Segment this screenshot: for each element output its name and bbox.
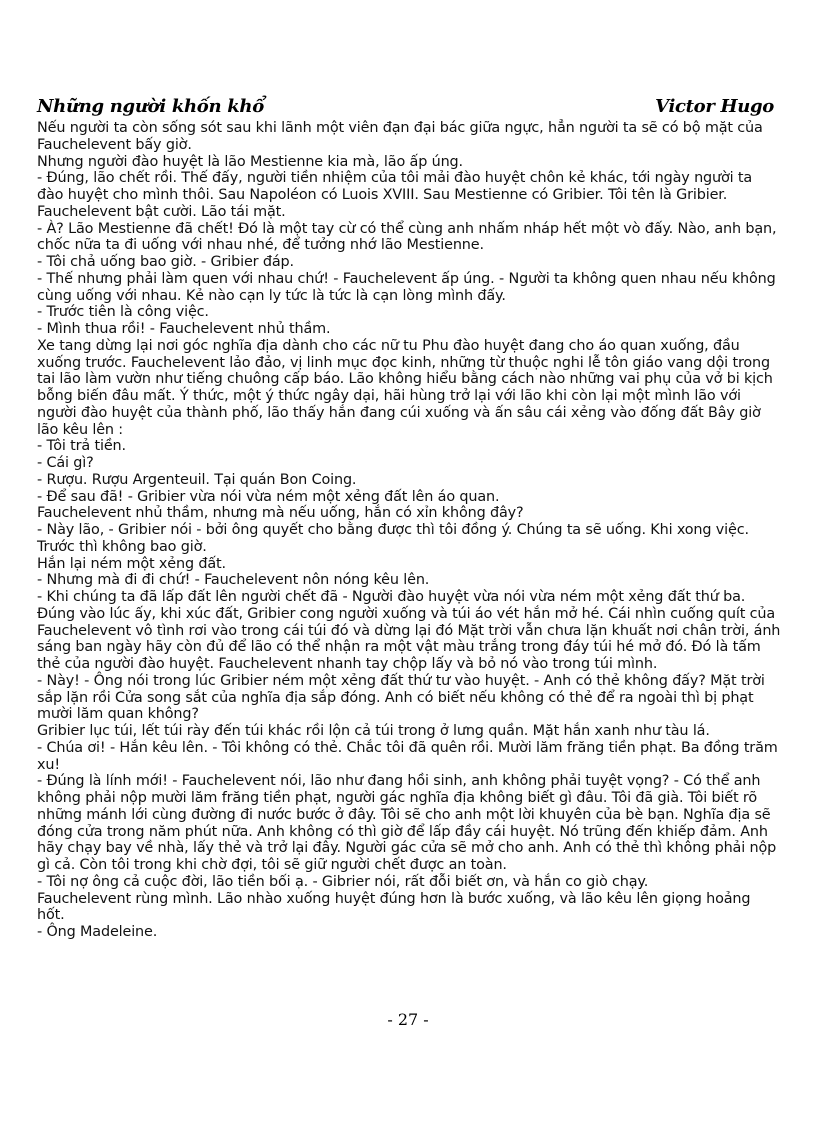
paragraph: - Tôi chả uống bao giờ. - Gribier đáp. — [37, 254, 294, 270]
paragraph: - Cái gì? — [37, 455, 94, 471]
page-number: - 27 - — [387, 1010, 429, 1029]
paragraph: - Tôi trả tiền. — [37, 438, 126, 455]
paragraph: - Đúng, lão chết rồi. Thế đấy, người tiền nhiệm của tôi mải đào huyệt chôn kẻ khác, tới ngày người ta đào huyệt cho mình thôi. Sau Napoléon có Luois XVIII. Sau Mestienne có Gribier. Tôi tên là Gribier. Fauchelevent bật cười. Lão tái mặt. — [37, 170, 753, 220]
paragraph: Fauchelevent nhủ thầm, nhưng mà nếu uống, hắn có xỉn không đây? — [37, 505, 524, 522]
paragraph: - Đúng là lính mới! - Fauchelevent nói, lão như đang hồi sinh, anh không phải tuyệt vọng? - Có thể anh không phải nộp mười lăm frăng tiền phạt, người gác nghĩa địa không biết gì đâu. Tôi đã già. Tôi biết rõ những mánh lới cùng đường đi nước bước ở đây. Tôi sẽ cho anh một lời khuyên của bè bạn. Nghĩa địa sẽ đóng cửa trong năm phút nữa. Anh không có thì giờ để lấp đầy cái huyệt. Nó trũng đến khiếp đảm. Anh hãy chạy bay về nhà, lấy thẻ và trở lại đây. Người gác cửa sẽ mở cho anh. Anh có thẻ thì không phải nộp gì cả. Còn tôi trong khi chờ đợi, tôi sẽ giữ người chết được an toàn. — [37, 773, 777, 873]
book-title: Những người khốn khổ — [37, 96, 264, 117]
paragraph: Xe tang dừng lại nơi góc nghĩa địa dành cho các nữ tu Phu đào huyệt đang cho áo quan xuống, đầu xuống trước. Fauchelevent lảo đảo, vị linh mục đọc kinh, những từ thuộc nghi lễ tôn giáo vang dội trong tai lão làm vườn như tiếng chuông cấp báo. Lão không hiểu bằng cách nào những vai phụ của vở bi kịch bỗng biến đâu mất. Ý thức, một ý thức ngây dại, hãi hùng trở lại với lão khi còn lại một mình lão với người đào huyệt của thành phố, lão thấy hắn đang cúi xuống và ấn sâu cái xẻng vào đống đất Bây giờ lão kêu lên : — [37, 337, 773, 438]
paragraph: - À? Lão Mestienne đã chết! Đó là một tay cừ có thể cùng anh nhấm nháp hết một vò đấy. Nào, anh bạn, chốc nữa ta đi uống với nhau nhé, để tưởng nhớ lão Mestienne. — [37, 220, 777, 254]
paragraph: Fauchelevent rùng mình. Lão nhào xuống huyệt đúng hơn là bước xuống, và lão kêu lên giọng hoảng hốt. — [37, 890, 751, 924]
paragraph: - Rượu. Rượu Argenteuil. Tại quán Bon Coing. — [37, 471, 357, 488]
paragraph: - Chúa ơi! - Hắn kêu lên. - Tôi không có thẻ. Chắc tôi đã quên rồi. Mười lăm frăng tiền phạt. Ba đồng trăm xu! — [37, 739, 778, 773]
paragraph: - Này! - Ông nói trong lúc Gribier ném một xẻng đất thứ tư vào huyệt. - Anh có thẻ không đấy? Mặt trời sắp lặn rồi Cửa song sắt của nghĩa địa sắp đóng. Anh có biết nếu không có thẻ để ra ngoài thì bị phạt mười lăm quan không? — [37, 672, 765, 723]
paragraph: - Tôi nợ ông cả cuộc đời, lão tiền bối ạ. - Gibrier nói, rất đỗi biết ơn, và hắn co giò chạy. — [37, 873, 649, 890]
paragraph: - Ông Madeleine. — [37, 924, 158, 940]
paragraph: - Này lão, - Gribier nói - bởi ông quyết cho bằng được thì tôi đồng ý. Chúng ta sẽ uống. Khi xong việc. Trước thì không bao giờ. — [37, 522, 749, 555]
body-text — [37, 120, 781, 941]
paragraph: - Khi chúng ta đã lấp đất lên người chết đã - Người đào huyệt vừa nói vừa ném một xẻng đất thứ ba. Đúng vào lúc ấy, khi xúc đất, Gribier cong người xuống và túi áo vét hắn mở hé. Cái nhìn cuống quít của Fauchelevent vô tình rơi vào trong cái túi đó và dừng lại đó Mặt trời vẫn chưa lặn khuất nơi chân trời, ánh sáng ban ngày hãy còn đủ để lão có thể nhận ra một vật màu trắng trong đáy túi hé mở đó. Đó là tấm thẻ của người đào huyệt. Fauchelevent nhanh tay chộp lấy và bỏ nó vào trong túi mình. — [37, 589, 781, 672]
paragraph: Nhưng người đào huyệt là lão Mestienne kia mà, lão ấp úng. — [37, 153, 463, 170]
paragraph: - Trước tiên là công việc. — [37, 304, 209, 321]
paragraph: Gribier lục túi, lết túi rày đến túi khác rồi lộn cả túi trong ở lưng quần. Mặt hắn xanh như tàu lá. — [37, 723, 710, 739]
paragraph: - Để sau đã! - Gribier vừa nói vừa ném một xẻng đất lên áo quan. — [37, 488, 500, 505]
author-name: Victor Hugo — [655, 96, 774, 117]
paragraph: - Nhưng mà đi đi chứ! - Fauchelevent nôn nóng kêu lên. — [37, 572, 430, 589]
paragraph: - Mình thua rồi! - Fauchelevent nhủ thầm. — [37, 321, 331, 337]
running-header — [37, 96, 774, 120]
paragraph: Nếu người ta còn sống sót sau khi lãnh một viên đạn đại bác giữa ngực, hẳn người ta sẽ có bộ mặt của Fauchelevent bấy giờ. — [37, 120, 763, 153]
paragraph: - Thế nhưng phải làm quen với nhau chứ! - Fauchelevent ấp úng. - Người ta không quen nhau nếu không cùng uống với nhau. Kẻ nào cạn ly tức là tức là cạn lòng mình đấy. — [37, 270, 776, 304]
paragraph: Hắn lại ném một xẻng đất. — [37, 555, 226, 572]
